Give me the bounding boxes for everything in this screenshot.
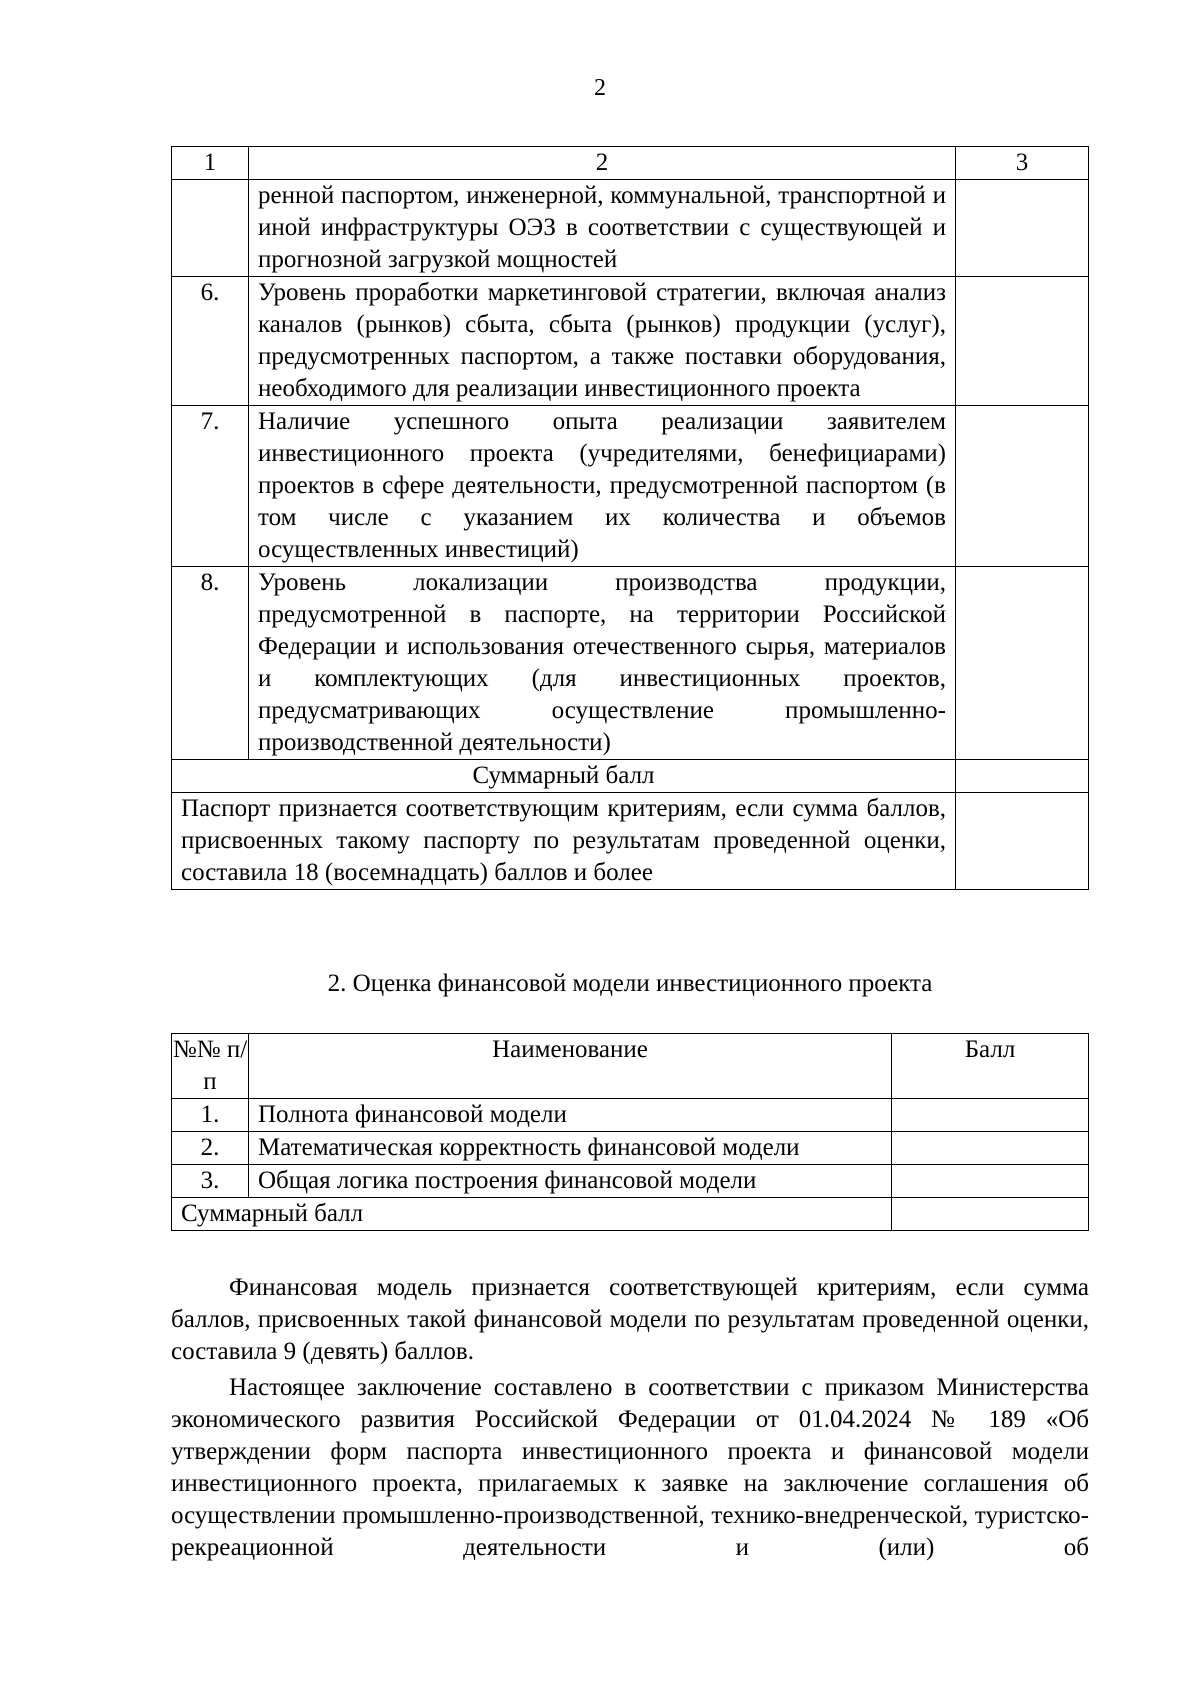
row-name: Общая логика построения финансовой модели xyxy=(249,1165,892,1198)
row-number: 8. xyxy=(172,567,249,760)
row-score xyxy=(956,180,1089,277)
row-score xyxy=(956,406,1089,567)
header-name: Наименование xyxy=(249,1034,892,1099)
sum-row xyxy=(172,760,1089,793)
criteria-table xyxy=(171,146,1089,890)
table-row xyxy=(172,1165,1089,1198)
table-header-row xyxy=(172,147,1089,180)
row-text: ренной паспортом, инженерной, коммунальной, транспортной и иной инфраструктуры ОЭЗ в соответствии с существующей и прогнозной загрузкой мощностей xyxy=(249,180,956,277)
section-title: 2. Оценка финансовой модели инвестиционного проекта xyxy=(327,970,933,997)
sum-row xyxy=(172,1198,1089,1231)
row-number: 7. xyxy=(172,406,249,567)
conclusion-row xyxy=(172,793,1089,890)
table-row xyxy=(172,277,1089,406)
table-row xyxy=(172,180,1089,277)
row-text: Наличие успешного опыта реализации заявителем инвестиционного проекта (учредителями, бенефициарами) проектов в сфере деятельности, предусмотренной паспортом (в том числе с указанием их количества и объемов осуществленных инвестиций) xyxy=(249,406,956,567)
table-row xyxy=(172,567,1089,760)
paragraph-financial-model: Финансовая модель признается соответствующей критериям, если сумма баллов, присвоенных такой финансовой модели по результатам проведенной оценки, составила 9 (девять) баллов. xyxy=(171,1274,1089,1365)
header-col-1: 1 xyxy=(172,147,249,180)
row-number: 2. xyxy=(172,1132,249,1165)
page-number: 2 xyxy=(594,75,606,101)
header-col-2: 2 xyxy=(249,147,956,180)
header-score: Балл xyxy=(892,1034,1089,1099)
table-row xyxy=(172,1099,1089,1132)
row-number: 1. xyxy=(172,1099,249,1132)
table-row xyxy=(172,406,1089,567)
row-name: Полнота финансовой модели xyxy=(249,1099,892,1132)
row-score xyxy=(956,567,1089,760)
conclusion-score xyxy=(956,793,1089,890)
financial-model-table xyxy=(171,1033,1089,1231)
table-row xyxy=(172,1132,1089,1165)
sum-label: Суммарный балл xyxy=(172,760,956,793)
row-number xyxy=(172,180,249,277)
sum-label: Суммарный балл xyxy=(172,1198,892,1231)
paragraph-order-reference: Настоящее заключение составлено в соответствии с приказом Министерства экономического развития Российской Федерации от 01.04.2024 № 189 «Об утверждении форм паспорта инвестиционного проекта и финансовой модели инвестиционного проекта, прилагаемых к заявке на заключение соглашения об осуществлении промышленно-производственной, технико-внедренческой, туристско-рекреационной деятельности и (или) об xyxy=(171,1374,1089,1561)
row-text: Уровень локализации производства продукции, предусмотренной в паспорте, на территории Российской Федерации и использования отечественного сырья, материалов и комплектующих (для инвестиционных проектов, предусматривающих осуществление промышленно-производственной деятельности) xyxy=(249,567,956,760)
sum-score xyxy=(956,760,1089,793)
row-score xyxy=(892,1165,1089,1198)
header-col-3: 3 xyxy=(956,147,1089,180)
row-number: 3. xyxy=(172,1165,249,1198)
conclusion-text: Паспорт признается соответствующим критериям, если сумма баллов, присвоенных такому паспорту по результатам проведенной оценки, составила 18 (восемнадцать) баллов и более xyxy=(172,793,956,890)
table-header-row xyxy=(172,1034,1089,1099)
row-text: Уровень проработки маркетинговой стратегии, включая анализ каналов (рынков) сбыта, сбыта (рынков) продукции (услуг), предусмотренных паспортом, а также поставки оборудования, необходимого для реализации инвестиционного проекта xyxy=(249,277,956,406)
row-number: 6. xyxy=(172,277,249,406)
row-score xyxy=(892,1099,1089,1132)
header-num: №№ п/п xyxy=(172,1034,249,1099)
sum-score xyxy=(892,1198,1089,1231)
row-score xyxy=(956,277,1089,406)
row-name: Математическая корректность финансовой модели xyxy=(249,1132,892,1165)
row-score xyxy=(892,1132,1089,1165)
